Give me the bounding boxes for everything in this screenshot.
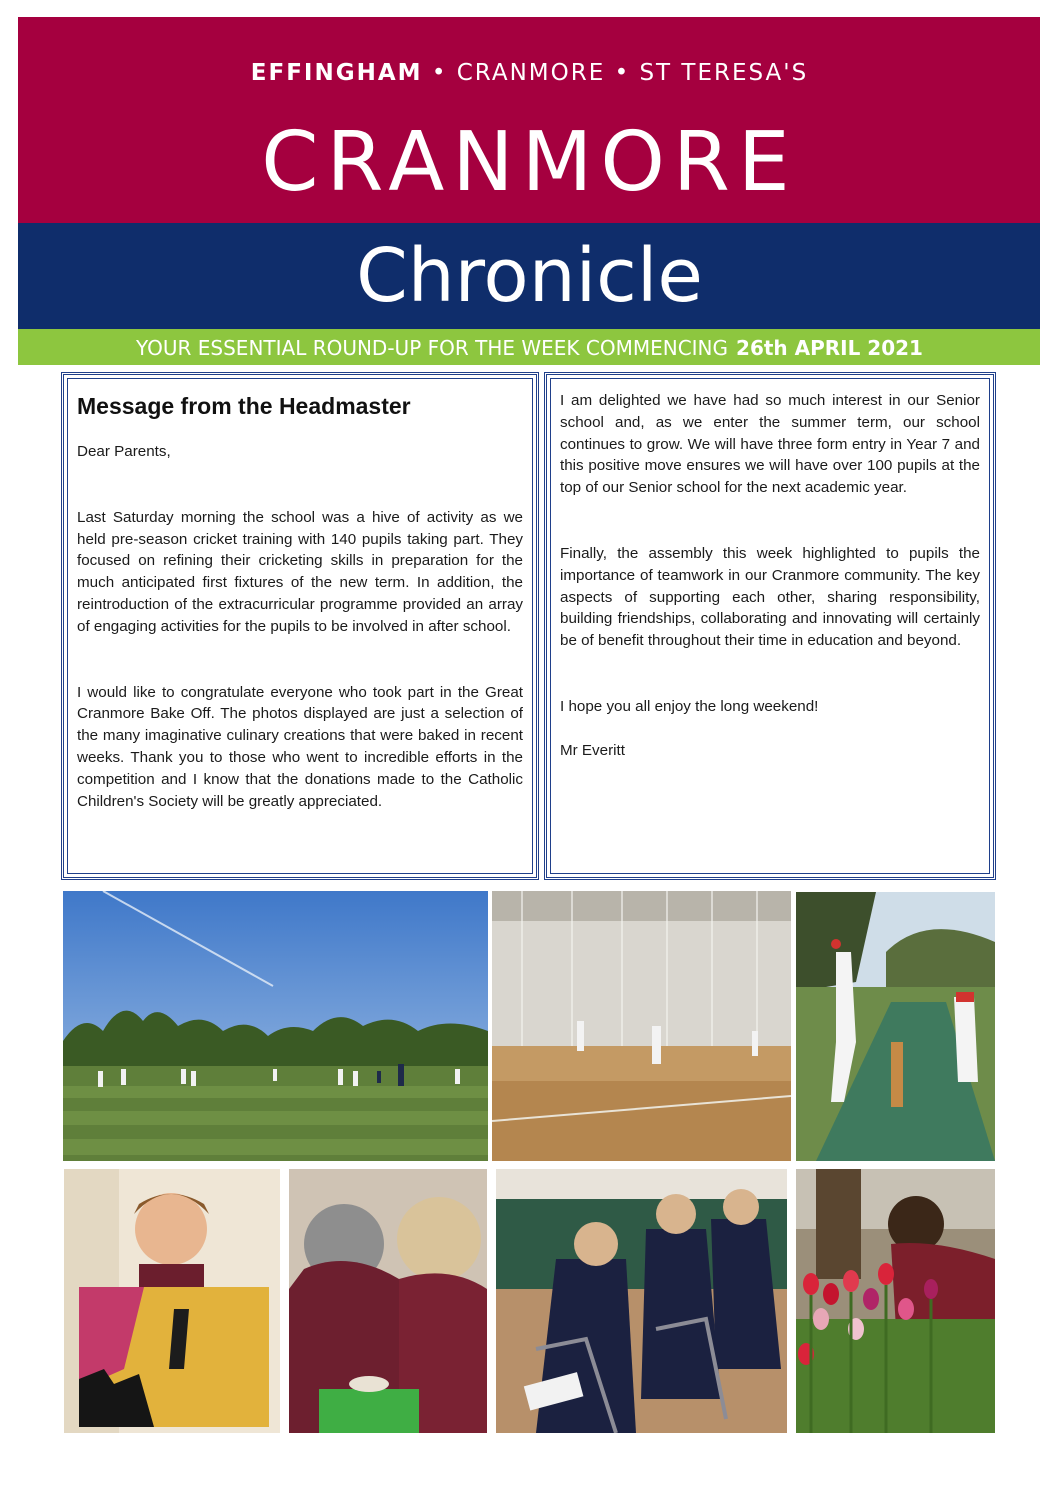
photo-artwork <box>64 1169 280 1433</box>
masthead-subtitle: Chronicle <box>356 233 703 319</box>
greeting: Dear Parents, <box>77 443 171 460</box>
paragraph-bake-off: I would like to congratulate everyone who took part in the Great Cranmore Bake Off. The photos displayed are just a selection of the many imaginative culinary creations that were baked in recent weeks. Thank you to those who went to incredible efforts in the competition and I know that the donations made to the Catholic Children's Society will be greatly appreciated. <box>77 683 523 810</box>
photo-tulips <box>796 1169 995 1433</box>
signoff: Mr Everitt <box>560 741 625 759</box>
photo-indoor-nets <box>492 891 791 1161</box>
photo-cricket-field <box>63 891 488 1161</box>
school-names: EFFINGHAM • CRANMORE • ST TERESA'S <box>250 60 809 86</box>
photo-planting <box>289 1169 487 1433</box>
message-column-right <box>560 390 980 762</box>
paragraph-cricket: Last Saturday morning the school was a hive of activity as we held pre-season cricket training with 140 pupils taking part. They focused on refining their cricketing skills in preparation for the much anticipated first fixtures of the new term. In addition, the reintroduction of the extracurricular programme provided an array of engaging activities for the pupils to be involved in after school. <box>77 508 523 635</box>
paragraph-senior-school: I am delighted we have had so much interest in our Senior school and, as we enter the summer term, our school continues to grow. We will have three form entry in Year 7 and this positive move ensures we will have over 100 pupils at the top of our Senior school for the next academic year. <box>560 392 980 497</box>
message-column-left <box>77 390 523 812</box>
paragraph-weekend: I hope you all enjoy the long weekend! <box>560 697 819 715</box>
tagline-text: YOUR ESSENTIAL ROUND-UP FOR THE WEEK COMMENCING <box>136 336 729 360</box>
photo-bowler <box>796 892 995 1161</box>
message-heading: Message from the Headmaster <box>77 393 411 419</box>
masthead-title: CRANMORE <box>261 115 798 210</box>
paragraph-assembly: Finally, the assembly this week highlighted to pupils the importance of teamwork in our Cranmore community. The key aspects of supporting each other, sharing responsibility, building friendships, collaborating and innovating will certainly be of benefit throughout their time in education and beyond. <box>560 544 980 650</box>
tagline <box>0 333 1059 363</box>
issue-date: 26th APRIL 2021 <box>736 336 923 360</box>
photo-assembly <box>496 1169 787 1433</box>
